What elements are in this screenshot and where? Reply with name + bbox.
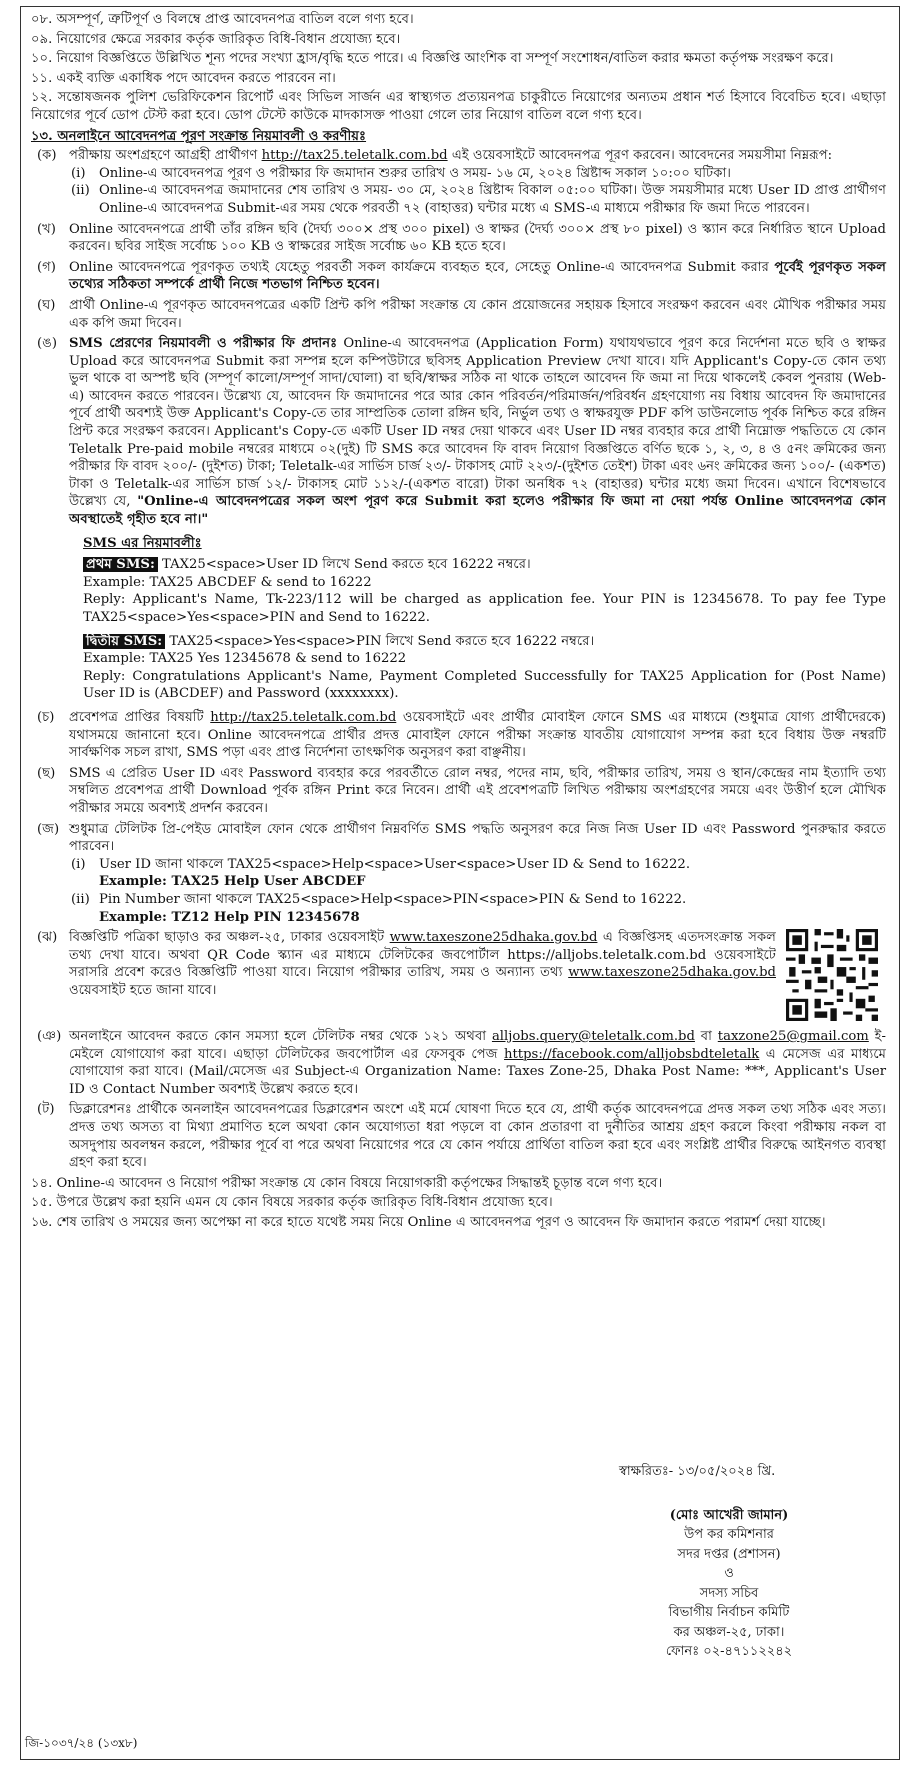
clause-text: শুধুমাত্র টেলিটক প্রি-পেইড মোবাইল ফোন থেকে প্রার্থীগণ নিম্নবর্ণিত SMS পদ্ধতি অনুসরণ করে নিজ নিজ User ID এবং Password পুনরুদ্ধার করতে পারবেন। (69, 821, 886, 855)
facebook-page-link[interactable]: https://facebook.com/alljobsbdteletalk (504, 1046, 760, 1062)
clause-text: বা (700, 1029, 712, 1045)
signature-block (599, 1462, 859, 1662)
signatory-title: উপ কর কমিশনার (684, 1527, 774, 1542)
clause-ka (31, 147, 886, 217)
item-11: ১১. একই ব্যক্তি একাধিক পদে আবেদন করতে পারবেন না। (31, 70, 336, 86)
sms-rule: TAX25<space>User ID লিখে Send করতে হবে 16222 নম্বরে। (162, 557, 531, 573)
clause-text: Online-এ আবেদনপত্র (Application Form) যথাযথভাবে পূরণ করে নির্দেশনা মতে ছবি ও স্বাক্ষর Upload করে আবেদনপত্র Submit করা সম্পন্ন হলে কম্পিউটারে ছবিসহ Application Preview দেখা যাবে। যদি Applicant's Copy-তে কোন তথ্য ভুল থাকে বা অস্পষ্ট ছবি (সম্পূর্ণ কালো/সম্পূর্ণ সাদা/ঘোলা) বা ছবি/স্বাক্ষর সঠিক না থাকে তাহলে আবেদন ফি জমা না দিয়ে থাকলেই কেবল পুনরায় (Web-এ) আবেদন করতে পারবেন। উল্লেখ্য যে, আবেদন ফি জমাদানের পরে আর কোন পরিবর্তন/পরিমার্জন/পরিবর্ধন গ্রহণযোগ্য নয় বিধায় আবেদন ফি জমাদানের পূর্বে প্রার্থী অবশ্যই উক্ত Applicant's Copy-তে তার সাম্প্রতিক তোলা রঙ্গিন ছবি, নির্ভুল তথ্য ও স্বাক্ষরযুক্ত PDF কপি ডাউনলোড পূর্বক নিশ্চিত করে রঙ্গিন প্রিন্ট করে সংরক্ষণ করবেন। Applicant's Copy-তে একটি User ID নম্বর দেয়া থাকবে এবং User ID নম্বর ব্যবহার করে প্রার্থী নিম্নোক্ত পদ্ধতিতে যে কোন Teletalk Pre-paid mobile নম্বরের মাধ্যমে ০২(দুই) টি SMS করে আবেদন ফি বাবদ নিয়োগ বিজ্ঞপ্তিতে বর্ণিত ছকে ১, ২, ৩, ৪ ও ৫নং ক্রমিকের জন্য পরীক্ষার ফি বাবদ ২০০/- (দুইশত) টাকা; Teletalk-এর সার্ভিস চার্জ ২৩/- টাকাসহ মোট ২২৩/-(দুইশত তেইশ) টাকা এবং ৬নং ক্রমিকের জন্য ১০০/- (একশত) টাকা ও Teletalk-এর সার্ভিস চার্জ ১২/- টাকাসহ মোট ১১২/-(একশত বারো) টাকা অনধিক ৭২ (বাহাত্তর) ঘন্টার মধ্যে জমা দিবেন। এখানে বিশেষভাবে উল্লেখ্য যে, (69, 336, 886, 510)
clause-text: Online আবেদনপত্রে প্রার্থী তাঁর রঙ্গিন ছবি (দৈর্ঘ্য ৩০০× প্রস্থ ৩০০ pixel) ও স্বাক্ষর (দৈর্ঘ্য ৩০০× প্রস্থ ৮০ pixel) ও স্ক্যান করে নির্ধারিত স্থানে Upload করবেন। ছবির সাইজ সর্বোচ্চ ১০০ KB ও স্বাক্ষরের সাইজ সর্বোচ্চ ৬০ KB হতে হবে। (69, 221, 886, 255)
clause-text: এই ওয়েবসাইটে আবেদনপত্র পূরণ করবেন। আবেদনের সময়সীমা নিম্নরূপ: (451, 148, 833, 164)
second-sms-block (83, 633, 886, 703)
signatory-zone: কর অঞ্চল-২৫, ঢাকা। (673, 1624, 785, 1640)
clause-text: বিজ্ঞপ্তিটি পত্রিকা ছাড়াও কর অঞ্চল-২৫, ঢাকার ওয়েবসাইট (69, 930, 385, 946)
clause-ja (31, 821, 886, 927)
clause-label: (খ) (37, 221, 56, 237)
first-sms-block (83, 556, 886, 626)
sms-reply: Reply: Congratulations Applicant's Name, Payment Completed Successfully for TAX25 Application for (Post Name) User ID is (ABCDEF) and Password (xxxxxxxx). (83, 668, 886, 702)
clause-chha (31, 765, 886, 818)
clause-kha (31, 221, 886, 256)
subclause-i (69, 856, 886, 891)
second-sms-tag: দ্বিতীয় SMS: (83, 634, 165, 649)
clause-text: অনলাইনে আবেদন করতে কোন সমস্যা হলে টেলিটক নম্বর থেকে ১২১ অথবা (69, 1029, 487, 1045)
taxzone-website-link[interactable]: www.taxeszone25dhaka.gov.bd (389, 930, 598, 946)
sms-reply: Reply: Applicant's Name, Tk-223/112 will be charged as application fee. Your PIN is 12345678. To pay fee Type TAX25<space>Yes<space>PIN and Send to 16222. (83, 592, 886, 625)
clause-ga (31, 259, 886, 294)
subclause-label: (i) (71, 165, 86, 181)
section-13-heading: ১৩. অনলাইনে আবেদনপত্র পূরণ সংক্রান্ত নিয়মাবলী ও করণীয়ঃ (31, 128, 367, 144)
clause-text: প্রবেশপত্র প্রাপ্তির বিষয়টি (69, 709, 204, 725)
subclause-label: (i) (71, 856, 86, 872)
admit-card-website-link[interactable]: http://tax25.teletalk.com.bd (210, 709, 397, 725)
clause-text: ডিক্লারেশনঃ প্রার্থীকে অনলাইন আবেদনপত্রের ডিক্লারেশন অংশে এই মর্মে ঘোষণা দিতে হবে যে, প্রার্থী কর্তৃক আবেদনপত্রে প্রদত্ত সকল তথ্য সঠিক এবং সত্য। প্রদত্ত তথ্য অসত্য বা মিথ্যা প্রমাণিত হলে অথবা কোন অযোগ্যতা ধরা পড়লে বা কোন প্রতারণা বা দুর্নীতির আশ্রয় গ্রহণ করলে কিংবা পরীক্ষায় নকল বা অসদুপায় অবলম্বন করলে, পরীক্ষার পূর্বে বা পরে অথবা নিয়োগের পরে যে কোন পর্যায়ে প্রার্থিতা বাতিল করা হবে এবং সংশ্লিষ্ট প্রার্থীর বিরুদ্ধে আইনগত ব্যবস্থা গ্রহণ করা হবে। (69, 1102, 886, 1171)
clause-label: (ছ) (37, 765, 56, 781)
sms-example: Example: TAX25 Yes 12345678 & send to 16222 (83, 651, 407, 667)
clause-emphasis: পূর্বেই পূরণকৃত সকল তথ্যের সঠিকতা সম্পর্কে প্রার্থী নিজে শতভাগ নিশ্চিত হবেন। (69, 259, 886, 293)
signatory-name: (মোঃ আখেরী জামান) (669, 1507, 789, 1523)
clause-label: (ঘ) (37, 297, 56, 313)
notice-content (31, 11, 886, 1234)
alljobs-email-link[interactable]: alljobs.query@teletalk.com.bd (491, 1029, 695, 1045)
clause-text: ওয়েবসাইট হতে জানা যাবে। (69, 982, 217, 998)
clause-heading: SMS প্রেরণের নিয়মাবলী ও পরীক্ষার ফি প্রদানঃ (69, 336, 338, 352)
item-14: ১৪. Online-এ আবেদন ও নিয়োগ পরীক্ষা সংক্রান্ত যে কোন বিষয়ে নিয়োগকারী কর্তৃপক্ষের সিদ্ধান্তই চূড়ান্ত বলে গণ্য হবে। (31, 1175, 663, 1191)
clause-ta (31, 1101, 886, 1171)
sms-rule: TAX25<space>Yes<space>PIN লিখে Send করতে হবে 16222 নম্বরে। (169, 633, 595, 649)
clause-label: (চ) (37, 709, 55, 725)
subclause-text: User ID জানা থাকলে TAX25<space>Help<space>User<space>User ID & Send to 16222. (99, 856, 691, 872)
signatory-phone: ফোনঃ ০২-৪৭১১২২৪২ (665, 1644, 793, 1659)
clause-text: ই-মেইলে যোগাযোগ করা যাবে। এছাড়া টেলিটকের জবপোর্টাল এর ফেসবুক পেজ (69, 1029, 886, 1062)
clause-text: পরীক্ষায় অংশগ্রহণে আগ্রহী প্রার্থীগণ (69, 148, 258, 164)
item-09: ০৯. নিয়োগের ক্ষেত্রে সরকার কর্তৃক জারিকৃত বিধি-বিধান প্রযোজ্য হবে। (31, 31, 401, 47)
clause-label: (ট) (37, 1102, 55, 1118)
subclause-ii (69, 182, 886, 217)
signatory-and: ও (724, 1566, 734, 1581)
item-10: ১০. নিয়োগ বিজ্ঞপ্তিতে উল্লিখিত শূন্য পদের সংখ্যা হ্রাস/বৃদ্ধি হতে পারে। এ বিজ্ঞপ্তি আংশিক বা সম্পূর্ণ সংশোধন/বাতিল করার ক্ষমতা কর্তৃপক্ষ সংরক্ষণ করে। (31, 51, 834, 67)
clause-label: (জ) (37, 821, 60, 837)
clause-text: ওয়েবসাইটে এবং প্রার্থীর মোবাইল ফোনে SMS এর মাধ্যমে (শুধুমাত্র যোগ্য প্রার্থীদেরকে) যথাসময়ে জানানো হবে। Online আবেদনপত্রে প্রার্থীর প্রদত্ত মোবাইল ফোনে পরীক্ষা সংক্রান্ত যাবতীয় যোগাযোগ সম্পন্ন করা হবে বিধায় উক্ত নম্বরটি সার্বক্ষণিক সচল রাখা, SMS পড়া এবং প্রাপ্ত নির্দেশনা তাৎক্ষণিক অনুসরণ করা বাঞ্ছনীয়। (69, 709, 886, 761)
clause-jha (31, 929, 886, 1025)
sms-rules-heading: SMS এর নিয়মাবলীঃ (83, 535, 202, 551)
subclause-i (69, 165, 886, 183)
item-15: ১৫. উপরে উল্লেখ করা হয়নি এমন যে কোন বিষয়ে সরকার কর্তৃক জারিকৃত বিধি-বিধান প্রযোজ্য হবে। (31, 1195, 553, 1211)
sms-example: Example: TAX25 Help User ABCDEF (99, 874, 366, 890)
subclause-ii (69, 891, 886, 926)
clause-nya (31, 1028, 886, 1098)
clause-gha (31, 297, 886, 332)
subclause-label: (ii) (71, 183, 90, 199)
apply-website-link[interactable]: http://tax25.teletalk.com.bd (261, 148, 448, 164)
item-16: ১৬. শেষ তারিখ ও সময়ের জন্য অপেক্ষা না করে হাতে যথেষ্ট সময় নিয়ে Online এ আবেদনপত্র পূরণ ও আবেদন ফি জমাদান করতে পরামর্শ দেয়া যাচ্ছে। (31, 1215, 826, 1231)
sms-example: Example: TAX25 ABCDEF & send to 16222 (83, 574, 372, 590)
item-12: ১২. সন্তোষজনক পুলিশ ভেরিফিকেশন রিপোর্ট এবং সিভিল সার্জন এর স্বাস্থ্যগত প্রত্যয়নপত্র চাকুরীতে নিয়োগের অন্যতম প্রধান শর্ত হিসাবে বিবেচিত হবে। এছাড়া নিয়োগের পূর্বে ডোপ টেস্ট করা হবে। ডোপ টেস্টে কাউকে মাদকাসক্ত পাওয়া গেলে তার নিয়োগ বাতিল বলে গণ্য হবে। (31, 90, 886, 123)
clause-text: Online আবেদনপত্রে পূরণকৃত তথ্যই যেহেতু পরবর্তী সকল কার্যক্রমে ব্যবহৃত হবে, সেহেতু Online-এ আবেদনপত্র Submit করার (69, 259, 769, 275)
clause-label: (ক) (37, 148, 57, 164)
subclause-label: (ii) (71, 891, 90, 907)
signatory-committee: বিভাগীয় নির্বাচন কমিটি (668, 1605, 790, 1620)
subclause-text: Online-এ আবেদনপত্র পূরণ ও পরীক্ষার ফি জমাদান শুরুর তারিখ ও সময়- ১৬ মে, ২০২৪ খ্রিষ্টাব্দ সকাল ১০:০০ ঘটিকা। (99, 165, 731, 181)
clause-label: (ঞ) (37, 1029, 62, 1045)
clause-text: প্রার্থী Online-এ পূরণকৃত আবেদনপত্রের একটি প্রিন্ট কপি পরীক্ষা সংক্রান্ত যে কোন প্রয়োজনের সহায়ক হিসাবে সংরক্ষণ করবেন এবং মৌখিক পরীক্ষার সময় এক কপি জমা দিবেন। (69, 297, 886, 331)
clause-text: SMS এ প্রেরিত User ID এবং Password ব্যবহার করে পরবর্তীতে রোল নম্বর, পদের নাম, ছবি, পরীক্ষার তারিখ, সময় ও স্থান/কেন্দ্রের নাম ইত্যাদি তথ্য সম্বলিত প্রবেশপত্র প্রার্থী Download পূর্বক রঙ্গিন Print করে নিবেন। প্রার্থী এই প্রবেশপত্রটি লিখিত পরীক্ষায় অংশগ্রহণের সময়ে এবং উত্তীর্ণ হলে মৌখিক পরীক্ষার সময়ে অবশ্যই প্রদর্শন করবেন। (69, 765, 886, 816)
clause-label: (ঙ) (37, 336, 57, 352)
signatory-role: সদস্য সচিব (699, 1585, 759, 1601)
taxzone-website-link-2[interactable]: www.taxeszone25dhaka.gov.bd (568, 965, 776, 981)
taxzone-email-link[interactable]: taxzone25@gmail.com (717, 1029, 869, 1045)
notice-page (20, 6, 900, 1760)
footer-reference: জি-১০৩৭/২৪ (১৩x৮) (25, 1736, 138, 1750)
first-sms-tag: প্রথম SMS: (83, 557, 158, 572)
clause-label: (ঝ) (37, 930, 58, 946)
qr-code-icon[interactable] (786, 929, 878, 1021)
clause-uma (31, 335, 886, 529)
clause-label: (গ) (37, 259, 56, 275)
sms-example: Example: TZ12 Help PIN 12345678 (99, 909, 360, 925)
subclause-text: Online-এ আবেদনপত্র জমাদানের শেষ তারিখ ও সময়- ৩০ মে, ২০২৪ খ্রিষ্টাব্দ বিকাল ০৫:০০ ঘটিকা। উক্ত সময়সীমার মধ্যে User ID প্রাপ্ত প্রার্থীগণ Online-এ আবেদনপত্র Submit-এর সময় থেকে পরবর্তী ৭২ (বাহাত্তর) ঘন্টার মধ্যে এ SMS-এ মাধ্যমে পরীক্ষার ফি জমা দিতে পারবেন। (99, 183, 886, 216)
clause-text: এ বিজ্ঞপ্তিসহ এতদসংক্রান্ত সকল তথ্য দেখা যাবে। অথবা QR Code স্ক্যান এর মাধ্যমে টেলিটকের জবপোর্টাল https://alljobs.teletalk.com.bd ওয়েবসাইটে সরাসরি প্রবেশ করেও বিজ্ঞপ্তিটি পাওয়া যাবে। নিয়োগ পরীক্ষার তারিখ, সময় ও অন্যান্য তথ্য (69, 930, 776, 981)
subclause-text: Pin Number জানা থাকলে TAX25<space>Help<space>PIN<space>PIN & Send to 16222. (99, 891, 687, 907)
clause-text: এ মেসেজ এর মাধ্যমে যোগাযোগ করা যাবে। (Mail/মেসেজ এর Subject-এ Organization Name: Taxes Zone-25, Dhaka Post Name: ***, Applicant's User ID ও Contact Number অবশ্যই উল্লেখ করতে হবে। (69, 1046, 886, 1097)
signed-date: স্বাক্ষরিতঃ- ১৩/০৫/২০২৪ খ্রি. (619, 1464, 776, 1479)
clause-cha (31, 709, 886, 762)
item-08: ০৮. অসম্পূর্ণ, ত্রুটিপূর্ণ ও বিলম্বে প্রাপ্ত আবেদনপত্র বাতিল বলে গণ্য হবে। (31, 12, 414, 27)
clause-emphasis: "Online-এ আবেদনপত্রের সকল অংশ পূরণ করে Submit করা হলেও পরীক্ষার ফি জমা না দেয়া পর্যন্ত Online আবেদনপত্র কোন অবস্থাতেই গৃহীত হবে না।" (69, 494, 886, 528)
signatory-office: সদর দপ্তর (প্রশাসন) (677, 1546, 781, 1562)
